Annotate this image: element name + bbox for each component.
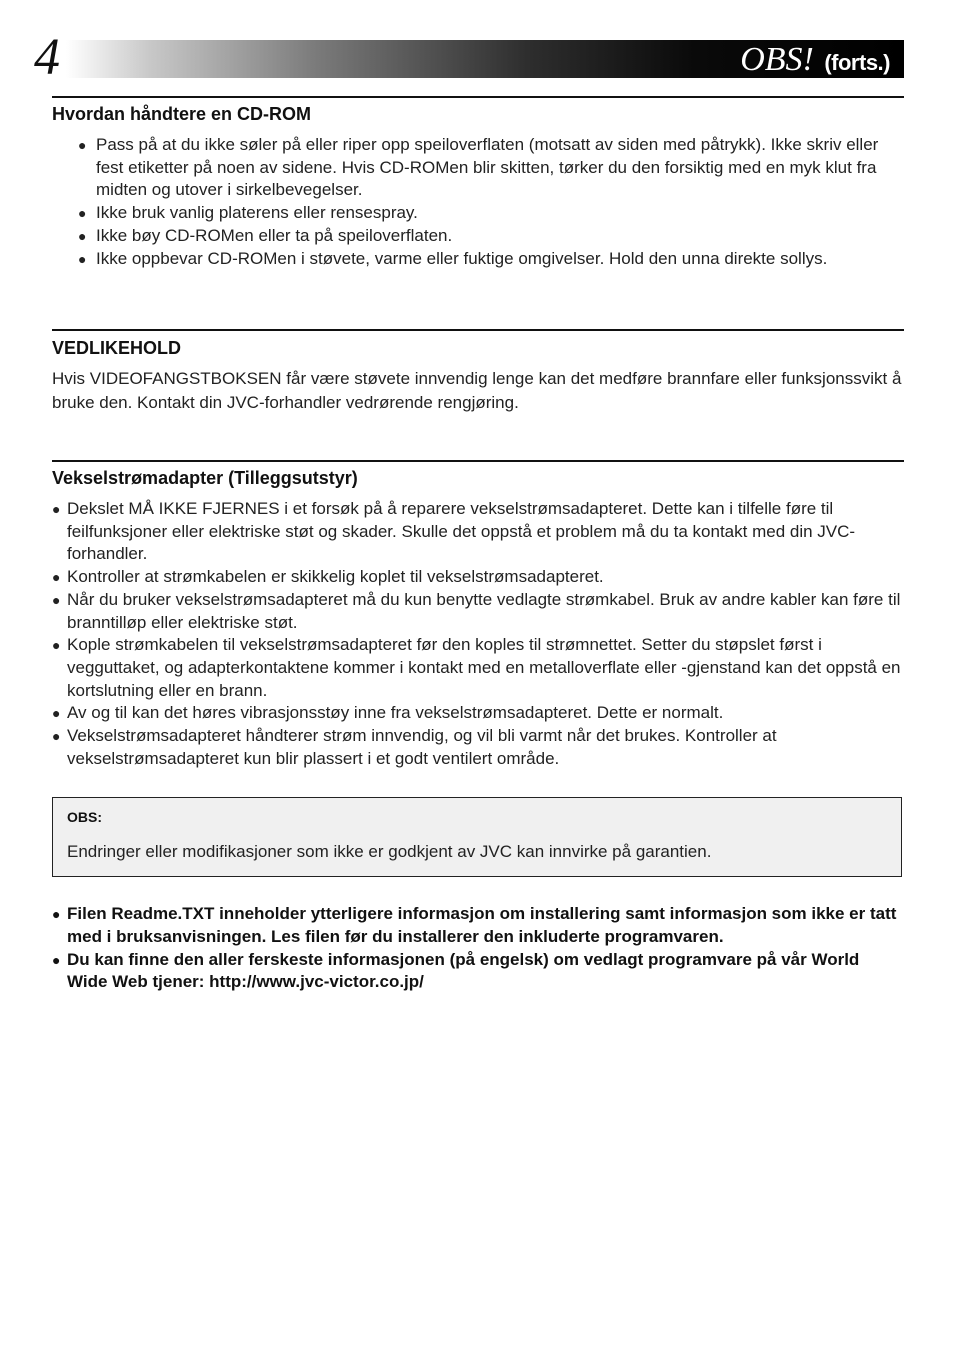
list-item: ● Ikke oppbevar CD-ROMen i støvete, varme eller fuktige omgivelser. Hold den unna direkte sollys. — [78, 248, 904, 271]
list-item: ● Kople strømkabelen til vekselstrømsadapteret før den koples til strømnettet. Setter du støpslet først i vegguttaket, og adapterkontaktene kommer i kontakt med en metalloverflate eller -gjenstand kan det oppstå en kortslutning eller en brann. — [52, 635, 901, 700]
note-text: Endringer eller modifikasjoner som ikke er godkjent av JVC kan innvirke på garantien. — [67, 842, 712, 861]
section-title-maintenance: VEDLIKEHOLD — [52, 338, 182, 358]
list-item: ● Dekslet MÅ IKKE FJERNES i et forsøk på å reparere vekselstrømsadapteret. Dette kan i tilfelle føre til feilfunksjoner eller elektriske støt og skader. Skulle det oppstå et problem må du ta kontakt med din JVC-forhandler. — [52, 499, 856, 564]
note-label: OBS: — [67, 809, 102, 825]
section-title-cdrom: Hvordan håndtere en CD-ROM — [52, 104, 312, 124]
bullet-icon: ● — [52, 569, 61, 586]
bullet-icon: ● — [52, 951, 61, 968]
list-item: ● Filen Readme.TXT inneholder ytterligere informasjon om installering samt informasjon som ikke er tatt med i bruksanvisningen. Les filen før du installerer den inkluderte programvaren. — [52, 904, 897, 946]
header-bar — [66, 40, 904, 78]
list-item: ● Du kan finne den aller ferskeste informasjonen (på engelsk) om vedlagt programvare på vår World Wide Web tjener: http://www.jvc-victor.co.jp/ — [52, 949, 860, 992]
section-divider — [52, 460, 904, 462]
list-item: ● Pass på at du ikke søler på eller riper opp speiloverflaten (motsatt av siden med påtrykk). Ikke skriv eller fest etiketter på noen av sidene. Hvis CD-ROMen blir skitten, tørker du den forsiktig med en myk klut fra midten og utover i sirkelbevegelser. — [78, 135, 879, 200]
bullet-icon: ● — [52, 705, 61, 722]
bold-notes-list — [52, 903, 904, 994]
bullet-icon: ● — [52, 637, 61, 654]
list-item: ● Kontroller at strømkabelen er skikkelig koplet til vekselstrømsadapteret. — [52, 566, 904, 589]
cdrom-list — [78, 134, 904, 270]
bullet-icon: ● — [78, 137, 87, 153]
note-box — [52, 797, 902, 877]
bullet-icon: ● — [52, 591, 61, 608]
bullet-icon: ● — [78, 250, 87, 267]
section-divider — [52, 96, 904, 98]
bullet-icon: ● — [52, 906, 61, 922]
list-item: ● Vekselstrømsadapteret håndterer strøm innvendig, og vil bli varmt når det brukes. Kontroller at vekselstrømsadapteret kun blir plassert i et godt ventilert område. — [52, 726, 777, 768]
list-item: ● Av og til kan det høres vibrasjonsstøy inne fra vekselstrømsadapteret. Dette er normalt. — [52, 702, 904, 725]
bullet-icon: ● — [52, 728, 61, 745]
adapter-list — [52, 498, 904, 770]
list-item: ● Ikke bruk vanlig platerens eller rensespray. — [78, 202, 904, 225]
list-item: ● Ikke bøy CD-ROMen eller ta på speiloverflaten. — [78, 225, 904, 248]
section-title-adapter: Vekselstrømadapter (Tilleggsutstyr) — [52, 468, 358, 488]
bullet-icon: ● — [78, 205, 87, 222]
page-number: 4 — [34, 29, 60, 86]
header-title-sub: (forts.) — [824, 50, 890, 75]
maintenance-text: Hvis VIDEOFANGSTBOKSEN får være støvete innvendig lenge kan det medføre brannfare eller funksjonssvikt å bruke den. Kontakt din JVC-forhandler vedrørende rengjøring. — [52, 369, 902, 412]
header-title-main: OBS! — [740, 41, 814, 78]
bullet-icon: ● — [52, 501, 61, 517]
bullet-icon: ● — [78, 227, 87, 244]
section-divider — [52, 329, 904, 331]
header-title — [740, 40, 890, 78]
list-item: ● Når du bruker vekselstrømsadapteret må du kun benytte vedlagte strømkabel. Bruk av andre kabler kan føre til branntilløp eller elektriske støt. — [52, 589, 901, 632]
